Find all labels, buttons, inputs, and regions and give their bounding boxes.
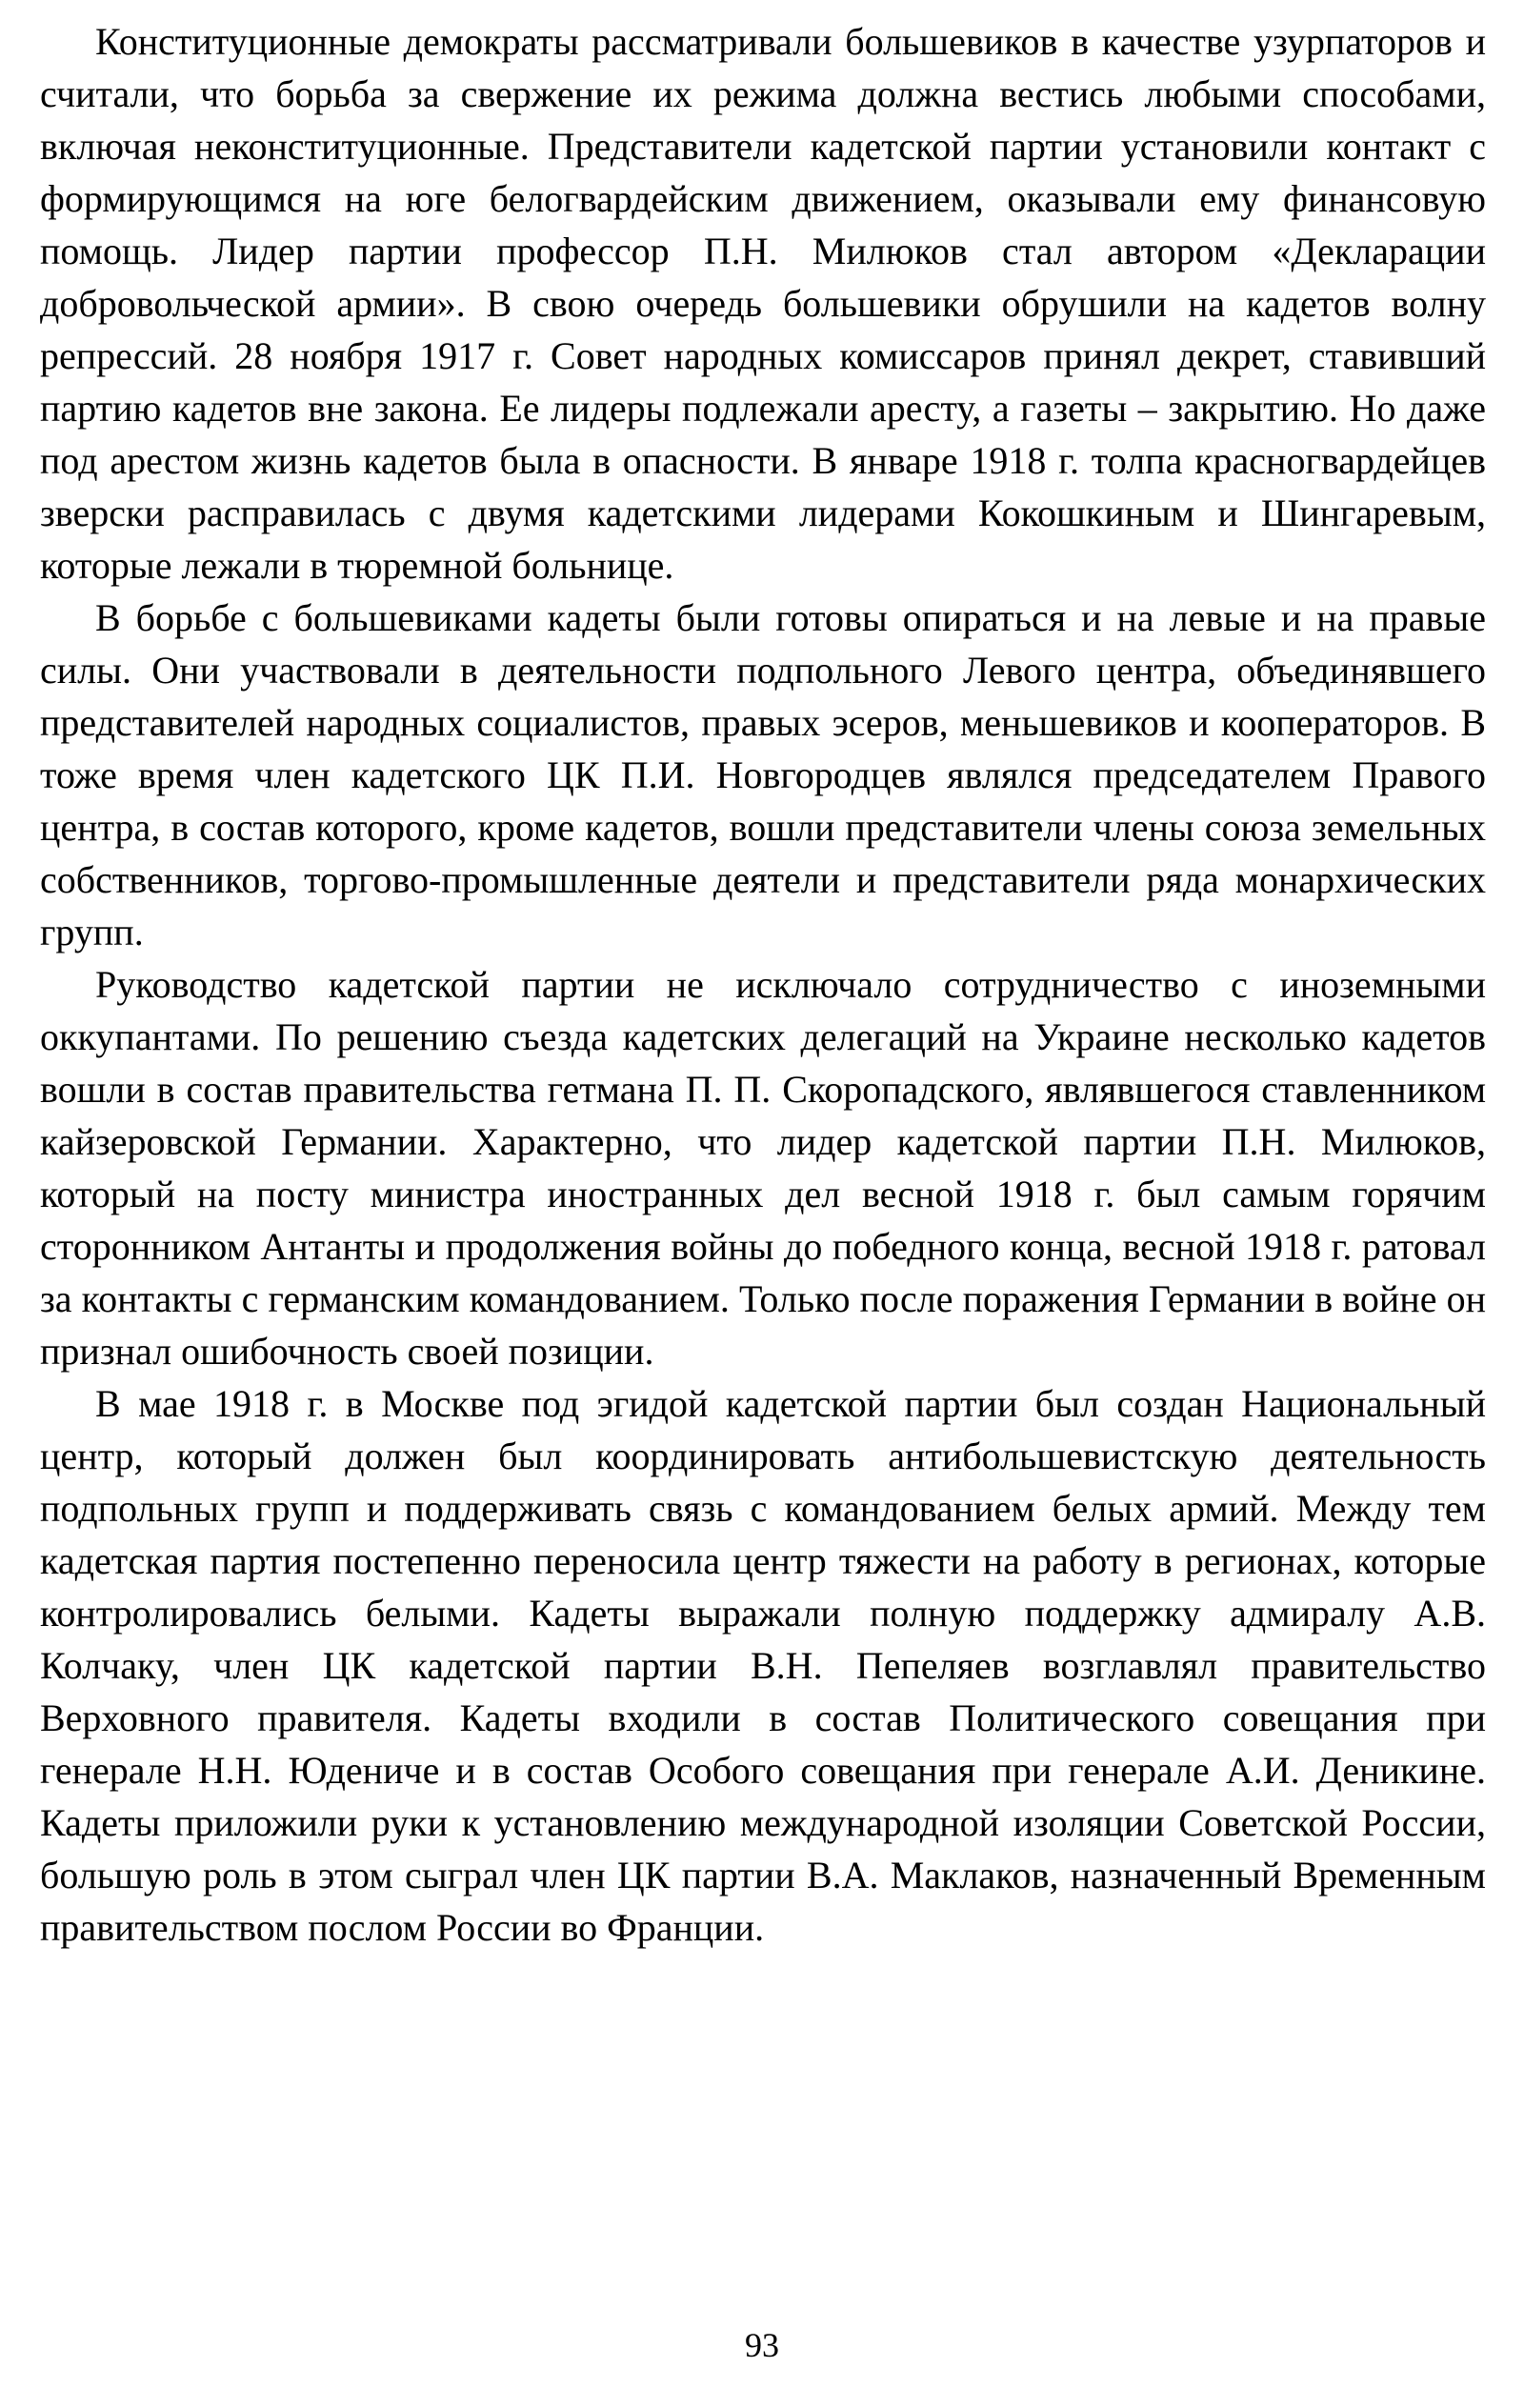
document-page <box>40 15 1486 2387</box>
paragraph-4: В мае 1918 г. в Москве под эгидой кадетской партии был создан Национальный центр, который должен был координировать антибольшевистскую деятельность подпольных групп и поддерживать связь с командованием белых армий. Между тем кадетская партия постепенно переносила центр тяжести на работу в регионах, которые контролировались белыми. Кадеты выражали полную поддержку адмиралу А.В. Колчаку, член ЦК кадетской партии В.Н. Пепеляев возглавлял правительство Верховного правителя. Кадеты входили в состав Политического совещания при генерале Н.Н. Юдениче и в состав Особого совещания при генерале А.И. Деникине. Кадеты приложили руки к установлению международной изоляции Советской России, большую роль в этом сыграл член ЦК партии В.А. Маклаков, назначенный Временным правительством послом России во Франции. <box>40 1382 1486 1949</box>
paragraph-1: Конституционные демократы рассматривали большевиков в качестве узурпаторов и считали, что борьба за свержение их режима должна вестись любыми способами, включая неконституционные. Представители кадетской партии установили контакт с формирующимся на юге белогвардейским движением, оказывали ему финансовую помощь. Лидер партии профессор П.Н. Милюков стал автором «Декларации добровольческой армии». В свою очередь большевики обрушили на кадетов волну репрессий. 28 ноября 1917 г. Совет народных комиссаров принял декрет, ставивший партию кадетов вне закона. Ее лидеры подлежали аресту, а газеты – закрытию. Но даже под арестом жизнь кадетов была в опасности. В январе 1918 г. толпа красногвардейцев зверски расправилась с двумя кадетскими лидерами Кокошкиным и Шингаревым, которые лежали в тюремной больнице. <box>40 20 1486 587</box>
page-number: 93 <box>745 2326 779 2364</box>
paragraph-3: Руководство кадетской партии не исключало сотрудничество с иноземными оккупантами. По решению съезда кадетских делегаций на Украине несколько кадетов вошли в состав правительства гетмана П. П. Скоропадского, являвшегося ставленником кайзеровской Германии. Характерно, что лидер кадетской партии П.Н. Милюков, который на посту министра иностранных дел весной 1918 г. был самым горячим сторонником Антанты и продолжения войны до победного конца, весной 1918 г. ратовал за контакты с германским командованием. Только после поражения Германии в войне он признал ошибочность своей позиции. <box>40 963 1486 1373</box>
paragraph-2: В борьбе с большевиками кадеты были готовы опираться и на левые и на правые силы. Они участвовали в деятельности подпольного Левого центра, объединявшего представителей народных социалистов, правых эсеров, меньшевиков и кооператоров. В тоже время член кадетского ЦК П.И. Новгородцев являлся председателем Правого центра, в состав которого, кроме кадетов, вошли представители члены союза земельных собственников, торгово-промышленные деятели и представители ряда монархических групп. <box>40 596 1486 953</box>
